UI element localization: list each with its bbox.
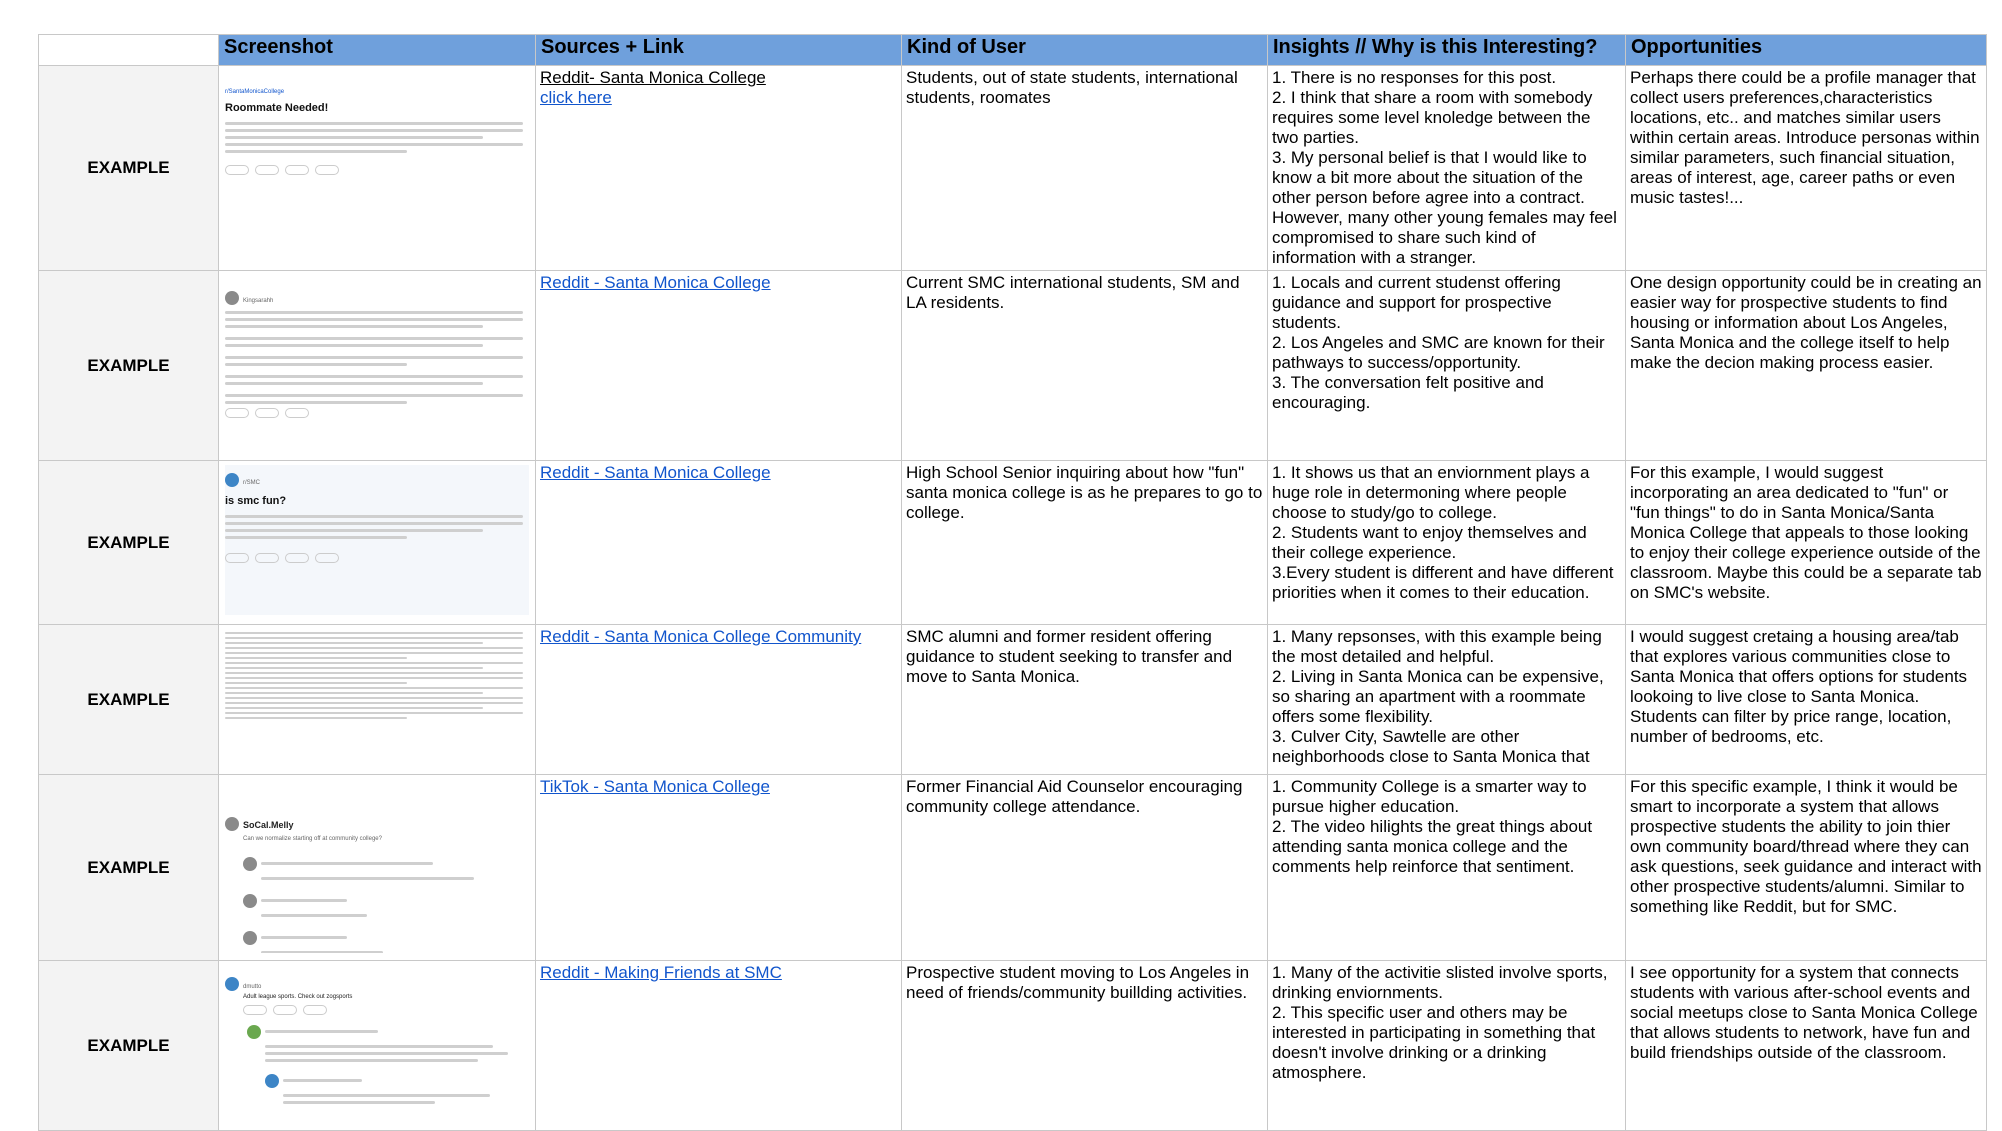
thumbnail-text-line <box>225 702 523 704</box>
thumbnail-action <box>273 1005 297 1015</box>
user-cell[interactable]: SMC alumni and former resident offering guidance to student seeking to transfer and move to Santa Monica. <box>902 625 1268 775</box>
thumbnail-text-line <box>225 375 523 378</box>
avatar <box>225 473 239 487</box>
user-cell[interactable]: Prospective student moving to Los Angeles in need of friends/community buillding activities. <box>902 961 1268 1131</box>
source-cell[interactable] <box>536 625 902 775</box>
avatar <box>243 894 257 908</box>
thumbnail-action <box>285 553 309 563</box>
thumbnail-text-line <box>225 692 483 694</box>
user-cell[interactable]: High School Senior inquiring about how "fun" santa monica college is as he prepares to go to college. <box>902 461 1268 625</box>
source-cell[interactable] <box>536 271 902 461</box>
source-link[interactable]: Reddit - Santa Monica College <box>540 463 771 482</box>
thumbnail-action <box>255 408 279 418</box>
thumbnail-action <box>225 408 249 418</box>
row-label[interactable]: EXAMPLE <box>39 625 219 775</box>
thumbnail-text-line <box>225 697 523 699</box>
source-title[interactable]: Reddit- Santa Monica College <box>540 68 766 87</box>
avatar <box>243 931 257 945</box>
source-cell[interactable] <box>536 961 902 1131</box>
thumbnail-action <box>285 165 309 175</box>
header-blank[interactable] <box>39 35 219 66</box>
insight-item: 3. My personal belief is that I would like to know a bit more about the situation of the other person before agree into a contract. However, many other young females may feel compromised to share such kind of information with a stranger. <box>1272 148 1617 267</box>
avatar <box>243 857 257 871</box>
thumbnail-username: Kingsarahh <box>243 298 274 304</box>
opportunity-cell[interactable]: I would suggest cretaing a housing area/tab that explores various communities close to Santa Monica that offers options for students lookoing to live close to Santa Monica. Students can filter by price range, location, number of bedrooms, etc. <box>1626 625 1987 775</box>
thumbnail-text-line <box>225 712 523 714</box>
avatar <box>225 291 239 305</box>
thumbnail-text-line <box>261 862 433 865</box>
thumbnail-text-line <box>225 672 523 674</box>
thumbnail-text-line <box>283 1094 490 1097</box>
screenshot-cell[interactable] <box>219 775 536 961</box>
avatar <box>225 977 239 991</box>
header-opportunities[interactable]: Opportunities <box>1626 35 1987 66</box>
thumbnail-text-line <box>225 356 523 359</box>
reddit-post-thumbnail <box>225 70 529 220</box>
opportunity-cell[interactable]: I see opportunity for a system that connects students with various after-school events and social meetups close to Santa Monica College that allows students to network, have fun and build friendships outside of the classroom. <box>1626 961 1987 1131</box>
insight-item: 3. Culver City, Sawtelle are other neighborhoods close to Santa Monica that <box>1272 727 1590 766</box>
thumbnail-text-line <box>225 529 483 532</box>
row-label[interactable]: EXAMPLE <box>39 461 219 625</box>
header-insights[interactable]: Insights // Why is this Interesting? <box>1268 35 1626 66</box>
thumbnail-text-line <box>225 363 407 366</box>
thumbnail-text-line <box>225 382 483 385</box>
insight-item: 1. It shows us that an enviornment plays a huge role in determoning where people choose to study/go to college. <box>1272 463 1590 522</box>
insight-item: 1. Locals and current studenst offering guidance and support for prospective students. <box>1272 273 1561 332</box>
thumbnail-text-line <box>225 515 523 518</box>
thumbnail-text-line <box>225 536 407 539</box>
thumbnail-actions <box>225 165 529 175</box>
thumbnail-text-line <box>225 632 523 634</box>
insights-cell[interactable] <box>1268 271 1626 461</box>
thumbnail-title: is smc fun? <box>225 495 287 507</box>
table-row <box>39 961 1987 1131</box>
screenshot-cell[interactable] <box>219 271 536 461</box>
insight-item: 3.Every student is different and have different priorities when it comes to their education. <box>1272 563 1614 602</box>
thumbnail-actions <box>225 408 529 418</box>
insight-item: 3. The conversation felt positive and encouraging. <box>1272 373 1544 412</box>
thumbnail-text-line <box>225 311 523 314</box>
thumbnail-text-line <box>261 899 347 902</box>
thumbnail-subreddit: r/SantaMonicaCollege <box>225 89 285 95</box>
thumbnail-action <box>225 165 249 175</box>
header-screenshot[interactable]: Screenshot <box>219 35 536 66</box>
thumbnail-title: Roommate Needed! <box>225 102 329 114</box>
avatar <box>225 817 239 831</box>
click-here-link[interactable]: click here <box>540 88 612 107</box>
source-link[interactable]: Reddit - Making Friends at SMC <box>540 963 782 982</box>
table-row <box>39 271 1987 461</box>
opportunity-cell[interactable]: For this specific example, I think it would be smart to incorporate a system that allows prospective students the ability to join thier own community board/thread where they can ask questions, seek guidance and interact with other prospective students/alumni. Similar to something like Reddit, but for SMC. <box>1626 775 1987 961</box>
thumbnail-text-line <box>225 143 523 146</box>
thumbnail-text-line <box>225 707 483 709</box>
screenshot-cell[interactable] <box>219 625 536 775</box>
thumbnail-action <box>255 165 279 175</box>
source-cell[interactable] <box>536 775 902 961</box>
thumbnail-text-line <box>225 642 483 644</box>
reddit-thread-thumbnail <box>225 965 529 1125</box>
spreadsheet-table <box>38 34 1987 1131</box>
thumbnail-text-line <box>261 951 383 953</box>
source-link[interactable]: Reddit - Santa Monica College <box>540 273 771 292</box>
thumbnail-text-line <box>225 325 483 328</box>
reddit-long-comment-thumbnail <box>225 629 529 769</box>
user-cell[interactable]: Former Financial Aid Counselor encouraging community college attendance. <box>902 775 1268 961</box>
source-link[interactable]: Reddit - Santa Monica College Community <box>540 627 862 646</box>
thumbnail-text-line <box>261 936 347 939</box>
thumbnail-text-line <box>265 1059 478 1062</box>
insights-cell[interactable] <box>1268 66 1626 271</box>
thumbnail-text-line <box>225 657 407 659</box>
thumbnail-subreddit: r/SMC <box>243 480 260 486</box>
thumbnail-text-line <box>225 682 407 684</box>
thumbnail-text-line <box>225 136 483 139</box>
insight-item: 1. Many of the activitie slisted involve sports, drinking enviornments. <box>1272 963 1608 1002</box>
thumbnail-text-line <box>283 1079 362 1082</box>
tiktok-comments-thumbnail <box>225 779 529 953</box>
thumbnail-username: dmutto <box>243 984 262 990</box>
screenshot-cell[interactable] <box>219 461 536 625</box>
thumbnail-text-line <box>225 677 523 679</box>
table-row <box>39 66 1987 271</box>
header-sources[interactable]: Sources + Link <box>536 35 902 66</box>
insights-cell[interactable] <box>1268 461 1626 625</box>
row-label[interactable]: EXAMPLE <box>39 271 219 461</box>
insights-cell[interactable] <box>1268 775 1626 961</box>
thumbnail-actions <box>225 553 529 563</box>
thumbnail-text-line <box>225 717 407 719</box>
insight-item: 1. Community College is a smarter way to pursue higher education. <box>1272 777 1587 816</box>
thumbnail-action <box>255 553 279 563</box>
thumbnail-text-line <box>225 687 523 689</box>
user-cell[interactable]: Students, out of state students, international students, roomates <box>902 66 1268 271</box>
table-row <box>39 461 1987 625</box>
avatar <box>265 1074 279 1088</box>
opportunity-cell[interactable]: One design opportunity could be in creating an easier way for prospective students to find housing or information about Los Angeles, Santa Monica and the college itself to help make the decion making process easier. <box>1626 271 1987 461</box>
source-cell[interactable] <box>536 461 902 625</box>
thumbnail-action <box>225 553 249 563</box>
thumbnail-text-line <box>225 337 523 340</box>
insight-item: 2. Living in Santa Monica can be expensive, so sharing an apartment with a roommate offers some flexibility. <box>1272 667 1604 726</box>
insight-item: 1. Many repsonses, with this example being the most detailed and helpful. <box>1272 627 1602 666</box>
insight-item: 2. The video hilights the great things about attending santa monica college and the comments help reinforce that sentiment. <box>1272 817 1593 876</box>
insights-cell[interactable] <box>1268 961 1626 1131</box>
insight-item: 2. I think that share a room with somebody requires some level knoledge between the two parties. <box>1272 88 1593 147</box>
table-row <box>39 625 1987 775</box>
thumbnail-text-line <box>225 344 483 347</box>
reddit-comment-thumbnail <box>225 275 529 453</box>
thumbnail-text-line <box>225 522 523 525</box>
thumbnail-text-line <box>265 1030 378 1033</box>
screenshot-cell[interactable] <box>219 961 536 1131</box>
thumbnail-action <box>315 165 339 175</box>
thumbnail-action <box>243 1005 267 1015</box>
thumbnail-text-line <box>225 129 523 132</box>
insight-item: 1. There is no responses for this post. <box>1272 68 1557 87</box>
thumbnail-text-line <box>225 318 523 321</box>
thumbnail-text-line <box>225 150 407 153</box>
avatar <box>247 1025 261 1039</box>
thumbnail-text-line <box>225 667 483 669</box>
source-cell[interactable] <box>536 66 902 271</box>
thumbnail-comment-title: Can we normalize starting off at community college? <box>243 836 382 842</box>
thumbnail-text-line <box>225 662 523 664</box>
insights-cell[interactable] <box>1268 625 1626 775</box>
thumbnail-text-line <box>225 647 523 649</box>
header-kind-of-user[interactable]: Kind of User <box>902 35 1268 66</box>
thumbnail-text-line <box>265 1052 508 1055</box>
thumbnail-text-line <box>265 1045 493 1048</box>
opportunity-cell[interactable]: Perhaps there could be a profile manager that collect users preferences,characteristics locations, etc.. and matches similar users within certain areas. Introduce personas within similar parameters, such financial situation, areas of interest, age, career paths or even music tastes!... <box>1626 66 1987 271</box>
row-label[interactable]: EXAMPLE <box>39 961 219 1131</box>
thumbnail-username: SoCal.Melly <box>243 820 294 830</box>
thumbnail-action <box>285 408 309 418</box>
opportunity-cell[interactable]: For this example, I would suggest incorporating an area dedicated to "fun" or "fun things" to do in Santa Monica/Santa Monica College that appeals to those looking to enjoy their college experience outside of the classroom. Maybe this could be a separate tab on SMC's website. <box>1626 461 1987 625</box>
insight-item: 2. Los Angeles and SMC are known for their pathways to success/opportunity. <box>1272 333 1605 372</box>
screenshot-cell[interactable] <box>219 66 536 271</box>
thumbnail-action <box>303 1005 327 1015</box>
user-cell[interactable]: Current SMC international students, SM and LA residents. <box>902 271 1268 461</box>
thumbnail-text-line <box>261 877 474 880</box>
thumbnail-comment-title: Adult league sports. Check out zogsports <box>243 994 353 1000</box>
thumbnail-text-line <box>225 122 523 125</box>
insight-item: 2. This specific user and others may be interested in participating in something that doesn't involve drinking or a drinking atmosphere. <box>1272 1003 1596 1082</box>
insight-item: 2. Students want to enjoy themselves and their college experience. <box>1272 523 1587 562</box>
thumbnail-text-line <box>225 652 523 654</box>
thumbnail-text-line <box>261 914 367 917</box>
thumbnail-text-line <box>225 394 523 397</box>
table-row <box>39 775 1987 961</box>
reddit-post-thumbnail <box>225 465 529 615</box>
header-row <box>39 35 1987 66</box>
thumbnail-text-line <box>225 401 407 404</box>
row-label[interactable]: EXAMPLE <box>39 775 219 961</box>
thumbnail-text-line <box>225 637 523 639</box>
thumbnail-text-line <box>283 1101 435 1104</box>
source-link[interactable]: TikTok - Santa Monica College <box>540 777 770 796</box>
thumbnail-action <box>315 553 339 563</box>
thumbnail-actions <box>243 1005 529 1015</box>
row-label[interactable]: EXAMPLE <box>39 66 219 271</box>
